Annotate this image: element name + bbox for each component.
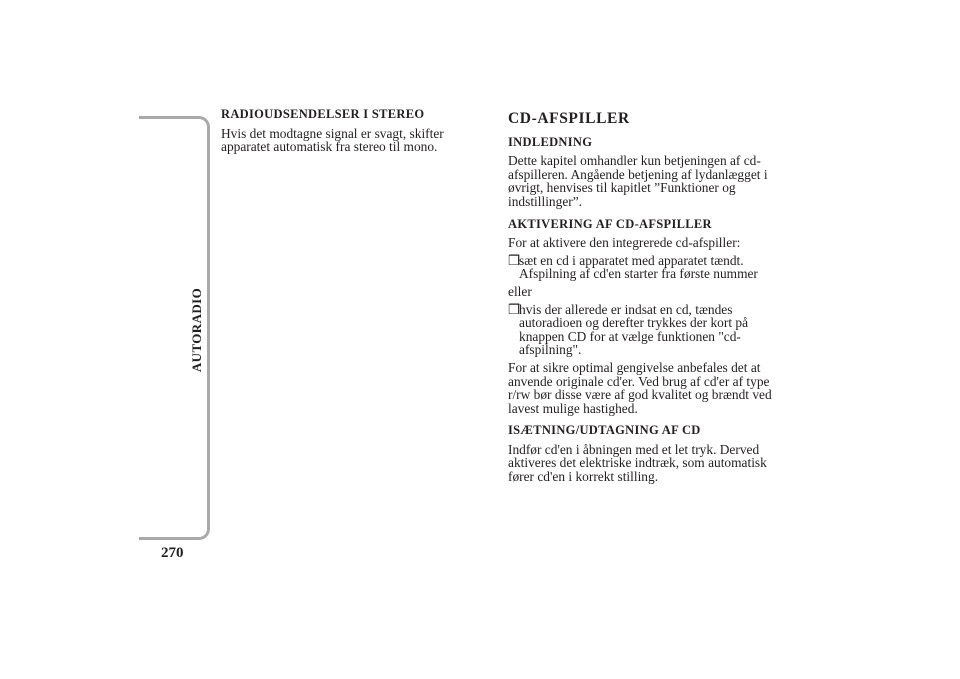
activation-note: For at sikre optimal gengivelse anbefales det at anvende originale cd'er. Ved brug af cd'er af type r/rw bør disse være af god kvalitet og brændt ved lavest mulige hastighed.: [508, 359, 772, 416]
section-label: AUTORADIO: [189, 287, 204, 373]
page-number: 270: [161, 545, 184, 561]
activation-lead: For at aktivere den integrerede cd-afspiller:: [508, 235, 741, 251]
bullet-text: hvis der allerede er indsat en cd, tændes autoradioen og derefter trykkes der kort på knappen CD for at vælge funktionen "cd-afspilning".: [519, 301, 749, 358]
left-column: [221, 108, 483, 163]
list-item: [508, 303, 793, 357]
bullet-text: sæt en cd i apparatet med apparatet tændt. Afspilning af cd'en starter fra første nummer: [519, 252, 758, 282]
list-item: [508, 254, 793, 281]
intro-paragraph: Dette kapitel omhandler kun betjeningen af cd-afspilleren. Angående betjening af lydanlægget i øvrigt, henvises til kapitlet ”Funktioner og indstillinger”.: [508, 153, 768, 209]
checkbox-bullet-icon: ❒: [508, 301, 521, 317]
stereo-paragraph: Hvis det modtagne signal er svagt, skifter apparatet automatisk fra stereo til mono.: [221, 125, 444, 155]
chapter-title: CD-AFSPILLER: [508, 110, 630, 127]
connector-text: eller: [508, 283, 532, 299]
activation-heading: AKTIVERING AF CD-AFSPILLER: [508, 216, 712, 231]
checkbox-bullet-icon: ❒: [508, 252, 521, 268]
insertion-heading: ISÆTNING/UDTAGNING AF CD: [508, 423, 701, 438]
insertion-paragraph: Indfør cd'en i åbningen med et let tryk. Derved aktiveres det elektriske indtræk, som automatisk fører cd'en i korrekt stilling.: [508, 441, 767, 485]
right-column: [508, 112, 793, 493]
intro-heading: INDLEDNING: [508, 134, 593, 149]
stereo-heading: RADIOUDSENDELSER I STEREO: [221, 107, 425, 121]
